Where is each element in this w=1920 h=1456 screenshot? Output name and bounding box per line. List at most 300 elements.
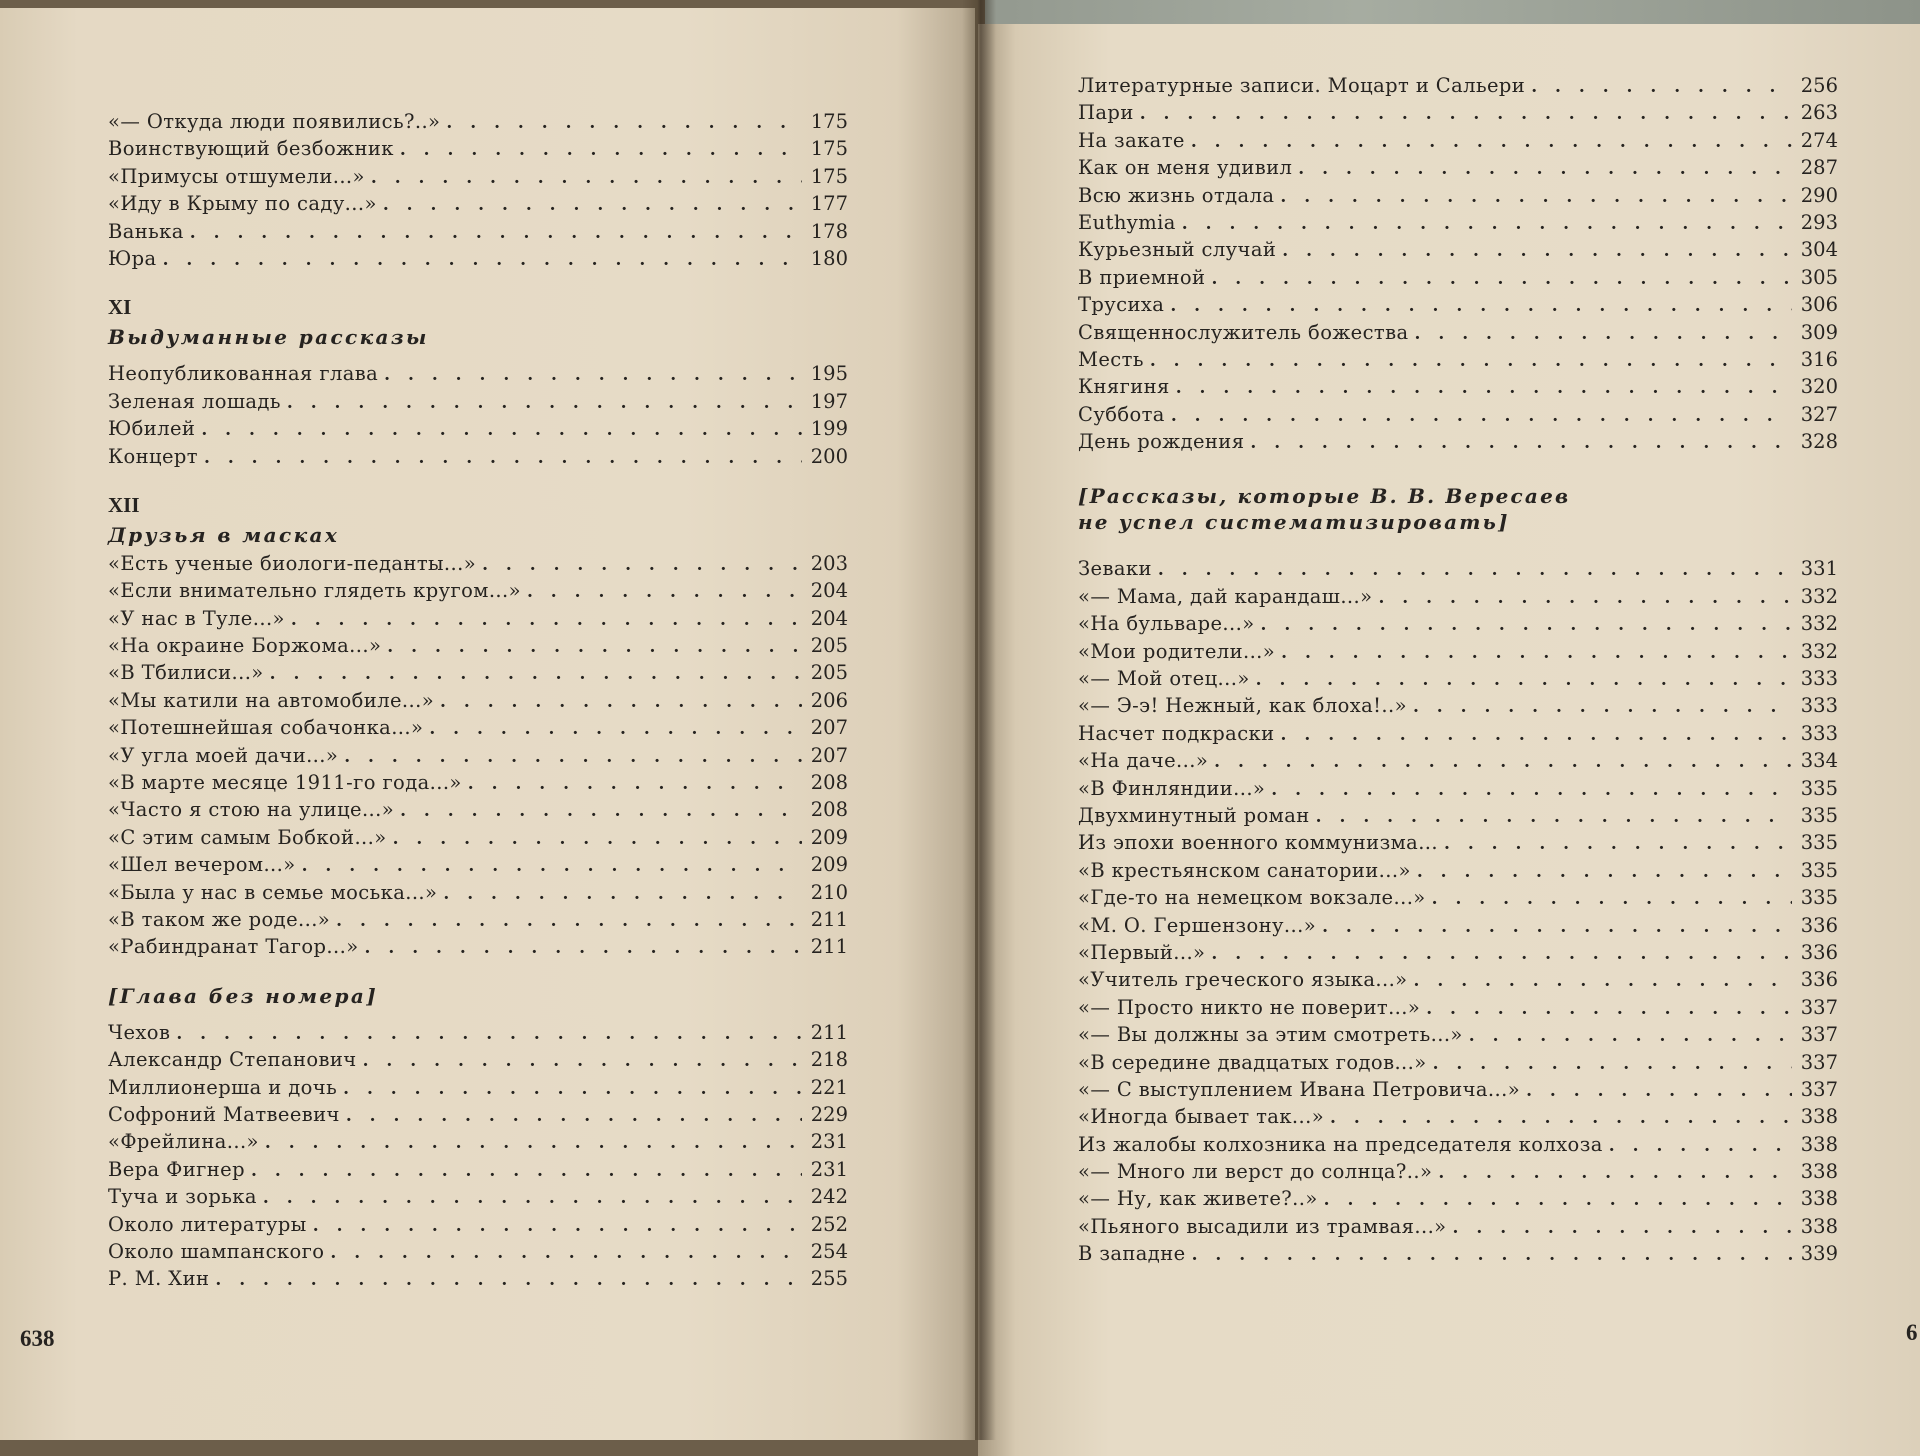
entry-page-number: 338 <box>1800 1132 1838 1156</box>
toc-entry <box>108 1156 848 1183</box>
entry-title: Зеваки <box>1078 557 1152 581</box>
toc-entry <box>108 1211 848 1238</box>
dot-leader <box>1261 612 1792 639</box>
toc-entry <box>1078 665 1838 692</box>
dot-leader <box>1158 557 1792 584</box>
entry-page-number: 175 <box>810 164 848 188</box>
book-spine-gutter <box>962 0 996 1440</box>
dot-leader <box>1316 804 1792 831</box>
entry-title: «С этим самым Бобкой...» <box>108 825 387 849</box>
toc-entry <box>1078 939 1838 966</box>
entry-page-number: 203 <box>810 551 848 575</box>
toc-entry <box>1078 747 1838 774</box>
entry-page-number: 332 <box>1800 639 1838 663</box>
entry-page-number: 332 <box>1800 612 1838 636</box>
toc-entry <box>1078 319 1838 346</box>
dot-leader <box>446 110 802 137</box>
toc-entry <box>108 1019 848 1046</box>
toc-entry <box>108 714 848 741</box>
entry-title: «Есть ученые биологи-педанты...» <box>108 551 477 575</box>
toc-entry <box>108 190 848 217</box>
entry-page-number: 231 <box>810 1130 848 1154</box>
toc-entry <box>1078 1103 1838 1130</box>
toc-entry <box>108 933 848 960</box>
entry-title: Священнослужитель божества <box>1078 320 1409 344</box>
toc-entry <box>108 1265 848 1292</box>
entry-title: Как он меня удивил <box>1078 156 1293 180</box>
entry-page-number: 335 <box>1800 831 1838 855</box>
entry-title: «— Ну, как живете?..» <box>1078 1187 1318 1211</box>
entry-page-number: 263 <box>1800 101 1838 125</box>
dot-leader <box>482 552 802 579</box>
dot-leader <box>291 607 802 634</box>
toc-entry <box>1078 1185 1838 1212</box>
entry-page-number: 195 <box>810 362 848 386</box>
dot-leader <box>371 165 802 192</box>
entry-title: Софроний Матвеевич <box>108 1102 340 1126</box>
page-number: 638 <box>20 1326 55 1351</box>
entry-page-number: 335 <box>1800 886 1838 910</box>
entry-title: «На бульваре...» <box>1078 612 1255 636</box>
dot-leader <box>400 798 802 825</box>
entry-page-number: 204 <box>810 579 848 603</box>
toc-entry <box>1078 236 1838 263</box>
entry-page-number: 309 <box>1800 320 1838 344</box>
dot-leader <box>201 417 802 444</box>
entry-page-number: 211 <box>810 1020 848 1044</box>
toc-entry <box>1078 182 1838 209</box>
entry-page-number: 211 <box>810 907 848 931</box>
dot-leader <box>1426 996 1792 1023</box>
entry-title: «Рабиндранат Тагор...» <box>108 935 359 959</box>
dot-leader <box>270 661 802 688</box>
toc-entry <box>1078 829 1838 856</box>
entry-title: В западне <box>1078 1242 1186 1266</box>
dot-leader <box>1531 74 1792 101</box>
toc-entry <box>108 906 848 933</box>
toc-entry <box>108 550 848 577</box>
entry-page-number: 205 <box>810 634 848 658</box>
entry-title: Концерт <box>108 444 198 468</box>
left-page <box>0 8 975 1440</box>
toc-entry <box>108 851 848 878</box>
entry-title: «Шел вечером...» <box>108 853 296 877</box>
dot-leader <box>1444 831 1792 858</box>
toc-entry <box>1078 857 1838 884</box>
dot-leader <box>313 1213 802 1240</box>
toc-entry <box>1078 610 1838 637</box>
toc-entry <box>1078 638 1838 665</box>
entry-page-number: 207 <box>810 743 848 767</box>
dot-leader <box>363 1048 802 1075</box>
dot-leader <box>1211 941 1792 968</box>
toc-entry <box>1078 1076 1838 1103</box>
entry-title: Р. М. Хин <box>108 1267 210 1291</box>
toc-entry <box>108 135 848 162</box>
entry-title: Трусиха <box>1078 293 1165 317</box>
dot-leader <box>468 771 802 798</box>
toc-group <box>108 1019 848 1293</box>
entry-title: «— Много ли верст до солнца?..» <box>1078 1160 1433 1184</box>
entry-page-number: 178 <box>810 219 848 243</box>
dot-leader <box>1417 859 1792 886</box>
toc-entry <box>108 796 848 823</box>
entry-page-number: 337 <box>1800 1077 1838 1101</box>
toc-entry <box>1078 884 1838 911</box>
entry-page-number: 337 <box>1800 995 1838 1019</box>
entry-title: «— С выступлением Ивана Петровича...» <box>1078 1077 1521 1101</box>
section-number: XI <box>108 295 132 320</box>
dot-leader <box>336 908 802 935</box>
entry-title: Около литературы <box>108 1212 307 1236</box>
toc-entry <box>108 577 848 604</box>
section-title: Друзья в масках <box>108 522 340 547</box>
entry-page-number: 335 <box>1800 858 1838 882</box>
entry-page-number: 338 <box>1800 1105 1838 1129</box>
entry-page-number: 197 <box>810 389 848 413</box>
dot-leader <box>1176 375 1792 402</box>
toc-entry <box>1078 802 1838 829</box>
entry-page-number: 336 <box>1800 940 1838 964</box>
entry-page-number: 208 <box>810 771 848 795</box>
dot-leader <box>1140 101 1792 128</box>
entry-title: Миллионерша и дочь <box>108 1075 338 1099</box>
entry-page-number: 304 <box>1800 238 1838 262</box>
toc-entry <box>1078 555 1838 582</box>
toc-entry <box>108 742 848 769</box>
toc-entry <box>1078 583 1838 610</box>
entry-page-number: 255 <box>810 1267 848 1291</box>
entry-title: «— Просто никто не поверит...» <box>1078 995 1421 1019</box>
entry-title: «— Вы должны за этим смотреть...» <box>1078 1023 1463 1047</box>
entry-title: Княгиня <box>1078 375 1170 399</box>
toc-entry <box>108 632 848 659</box>
entry-page-number: 338 <box>1800 1214 1838 1238</box>
toc-entry <box>108 687 848 714</box>
dot-leader <box>387 634 802 661</box>
toc-entry <box>108 163 848 190</box>
toc-entry <box>108 1238 848 1265</box>
entry-page-number: 252 <box>810 1212 848 1236</box>
entry-page-number: 333 <box>1800 694 1838 718</box>
entry-page-number: 206 <box>810 688 848 712</box>
toc-entry <box>1078 264 1838 291</box>
entry-title: «В середине двадцатых годов...» <box>1078 1050 1427 1074</box>
entry-page-number: 175 <box>810 110 848 133</box>
entry-title: «В таком же роде...» <box>108 907 331 931</box>
toc-entry <box>1078 1240 1838 1267</box>
entry-page-number: 205 <box>810 661 848 685</box>
toc-entry <box>108 108 848 135</box>
dot-leader <box>163 247 802 274</box>
toc-entry <box>108 360 848 387</box>
dot-leader <box>302 853 802 880</box>
entry-title: Пари <box>1078 101 1134 125</box>
toc-group <box>108 108 848 272</box>
entry-page-number: 210 <box>810 880 848 904</box>
entry-page-number: 327 <box>1800 402 1838 426</box>
entry-title: Курьезный случай <box>1078 238 1277 262</box>
entry-page-number: 199 <box>810 417 848 441</box>
entry-page-number: 305 <box>1800 265 1838 289</box>
toc-entry <box>1078 127 1838 154</box>
entry-title: «На даче...» <box>1078 749 1209 773</box>
entry-page-number: 208 <box>810 798 848 822</box>
toc-entry <box>1078 346 1838 373</box>
toc-entry <box>1078 994 1838 1021</box>
entry-page-number: 328 <box>1800 430 1838 454</box>
dot-leader <box>287 390 802 417</box>
dot-leader <box>1415 321 1792 348</box>
toc-group <box>108 550 848 961</box>
dot-leader <box>343 1076 802 1103</box>
toc-entry <box>1078 291 1838 318</box>
toc-entry <box>1078 692 1838 719</box>
dot-leader <box>1256 667 1792 694</box>
entry-title: «Пьяного высадили из трамвая...» <box>1078 1214 1447 1238</box>
entry-page-number: 336 <box>1800 913 1838 937</box>
dot-leader <box>1182 211 1792 238</box>
entry-title: «Была у нас в семье моська...» <box>108 880 438 904</box>
dot-leader <box>1324 1187 1792 1214</box>
right-toc-column <box>1078 72 1838 1268</box>
entry-title: На закате <box>1078 128 1185 152</box>
dot-leader <box>1453 1215 1792 1242</box>
entry-page-number: 218 <box>810 1048 848 1072</box>
dot-leader <box>527 579 802 606</box>
toc-entry <box>108 1101 848 1128</box>
left-toc-column <box>108 108 848 1293</box>
entry-title: «В Финляндии...» <box>1078 776 1266 800</box>
entry-page-number: 339 <box>1800 1242 1838 1266</box>
toc-entry <box>1078 1158 1838 1185</box>
entry-title: «В марте месяце 1911-го года...» <box>108 771 462 795</box>
entry-title: «На окраине Боржома...» <box>108 634 382 658</box>
entry-title: Чехов <box>108 1020 171 1044</box>
dot-leader <box>1271 777 1792 804</box>
dot-leader <box>1298 156 1792 183</box>
entry-page-number: 293 <box>1800 210 1838 234</box>
toc-entry <box>108 1183 848 1210</box>
toc-entry <box>1078 373 1838 400</box>
entry-page-number: 338 <box>1800 1160 1838 1184</box>
dot-leader <box>365 935 802 962</box>
entry-page-number: 337 <box>1800 1023 1838 1047</box>
toc-entry <box>108 388 848 415</box>
toc-entry <box>1078 912 1838 939</box>
toc-entry <box>108 824 848 851</box>
entry-title: «Если внимательно глядеть кругом...» <box>108 579 521 603</box>
dot-leader <box>383 192 802 219</box>
dot-leader <box>330 1240 802 1267</box>
entry-title: «У угла моей дачи...» <box>108 743 339 767</box>
entry-title: «— Мама, дай карандаш...» <box>1078 584 1373 608</box>
entry-page-number: 207 <box>810 716 848 740</box>
entry-title: «Учитель греческого языка...» <box>1078 968 1408 992</box>
dot-leader <box>1432 886 1792 913</box>
entry-page-number: 256 <box>1800 74 1838 97</box>
entry-title: «Мои родители...» <box>1078 639 1276 663</box>
entry-title: «Иногда бывает так...» <box>1078 1105 1325 1129</box>
dot-leader <box>1150 348 1792 375</box>
toc-entry <box>1078 1131 1838 1158</box>
entry-page-number: 287 <box>1800 156 1838 180</box>
entry-title: «В Тбилиси...» <box>108 661 264 685</box>
entry-page-number: 333 <box>1800 667 1838 691</box>
entry-title: Двухминутный роман <box>1078 803 1310 827</box>
toc-entry <box>1078 209 1838 236</box>
entry-title: Суббота <box>1078 402 1165 426</box>
entry-title: Вера Фигнер <box>108 1157 245 1181</box>
section-title-line2: не успел систематизировать] <box>1078 510 1510 535</box>
dot-leader <box>1170 293 1792 320</box>
dot-leader <box>176 1021 802 1048</box>
entry-page-number: 200 <box>810 444 848 468</box>
toc-entry <box>1078 1049 1838 1076</box>
section-title: Выдуманные рассказы <box>108 325 429 350</box>
dot-leader <box>1211 266 1792 293</box>
toc-entry <box>1078 428 1838 455</box>
toc-entry <box>1078 72 1838 99</box>
toc-entry <box>1078 775 1838 802</box>
entry-page-number: 338 <box>1800 1187 1838 1211</box>
entry-page-number: 204 <box>810 606 848 630</box>
entry-title: Юра <box>108 246 157 270</box>
dot-leader <box>204 445 802 472</box>
entry-page-number: 209 <box>810 853 848 877</box>
entry-page-number: 274 <box>1800 128 1838 152</box>
dot-leader <box>443 881 802 908</box>
dot-leader <box>1282 238 1792 265</box>
toc-entry <box>1078 720 1838 747</box>
entry-title: Euthymia <box>1078 210 1176 234</box>
dot-leader <box>263 1185 802 1212</box>
toc-entry <box>1078 99 1838 126</box>
entry-title: Насчет подкраски <box>1078 721 1275 745</box>
entry-title: Неопубликованная глава <box>108 362 379 386</box>
toc-group <box>1078 555 1838 1267</box>
entry-page-number: 290 <box>1800 183 1838 207</box>
entry-title: Зеленая лошадь <box>108 389 281 413</box>
entry-title: Всю жизнь отдала <box>1078 183 1275 207</box>
dot-leader <box>1438 1160 1792 1187</box>
dot-leader <box>1281 640 1792 667</box>
entry-title: «Фрейлина...» <box>108 1130 259 1154</box>
entry-page-number: 335 <box>1800 803 1838 827</box>
entry-title: Из эпохи военного коммунизма... <box>1078 831 1438 855</box>
section-number: XII <box>108 492 140 517</box>
entry-page-number: 331 <box>1800 557 1838 581</box>
dot-leader <box>346 1103 802 1130</box>
entry-title: Месть <box>1078 347 1144 371</box>
entry-page-number: 306 <box>1800 293 1838 317</box>
toc-entry <box>108 879 848 906</box>
entry-title: «Иду в Крыму по саду...» <box>108 192 377 216</box>
dot-leader <box>265 1130 802 1157</box>
toc-entry <box>108 605 848 632</box>
entry-page-number: 254 <box>810 1239 848 1263</box>
entry-page-number: 333 <box>1800 721 1838 745</box>
dot-leader <box>1214 749 1792 776</box>
toc-entry <box>108 769 848 796</box>
entry-page-number: 337 <box>1800 1050 1838 1074</box>
toc-entry <box>1078 1021 1838 1048</box>
entry-page-number: 242 <box>810 1185 848 1209</box>
dot-leader <box>215 1267 802 1294</box>
dot-leader <box>344 744 802 771</box>
dot-leader <box>1191 129 1792 156</box>
entry-title: В приемной <box>1078 265 1206 289</box>
entry-title: «В крестьянском санатории...» <box>1078 858 1411 882</box>
entry-title: «— Э-э! Нежный, как блоха!..» <box>1078 694 1407 718</box>
toc-entry <box>1078 1213 1838 1240</box>
dot-leader <box>1414 968 1792 995</box>
toc-entry <box>108 415 848 442</box>
entry-title: Юбилей <box>108 417 196 441</box>
right-page <box>978 24 1920 1456</box>
entry-title: «У нас в Туле...» <box>108 606 285 630</box>
toc-entry <box>108 1074 848 1101</box>
dot-leader <box>1609 1133 1792 1160</box>
entry-title: «Примусы отшумели...» <box>108 164 365 188</box>
entry-page-number: 332 <box>1800 584 1838 608</box>
dot-leader <box>1322 914 1792 941</box>
entry-title: «Мы катили на автомобиле...» <box>108 688 435 712</box>
toc-entry <box>1078 401 1838 428</box>
toc-entry <box>108 659 848 686</box>
section-title: [Глава без номера] <box>108 983 379 1008</box>
entry-page-number: 180 <box>810 246 848 270</box>
dot-leader <box>400 137 802 164</box>
section-title-line1: [Рассказы, которые В. В. Вересаев <box>1078 484 1571 509</box>
dot-leader <box>1378 585 1792 612</box>
entry-page-number: 336 <box>1800 968 1838 992</box>
entry-title: «Потешнейшая собачонка...» <box>108 716 424 740</box>
dot-leader <box>393 826 802 853</box>
entry-title: Туча и зорька <box>108 1185 257 1209</box>
dot-leader <box>440 689 802 716</box>
entry-page-number: 177 <box>810 192 848 216</box>
entry-title: «— Мой отец...» <box>1078 667 1250 691</box>
dot-leader <box>1171 403 1792 430</box>
dot-leader <box>1281 722 1792 749</box>
entry-page-number: 231 <box>810 1157 848 1181</box>
entry-title: Александр Степанович <box>108 1048 357 1072</box>
entry-title: «Где-то на немецком вокзале...» <box>1078 886 1426 910</box>
dot-leader <box>251 1158 802 1185</box>
entry-title: Ванька <box>108 219 184 243</box>
dot-leader <box>1250 430 1792 457</box>
toc-group <box>108 360 848 470</box>
entry-page-number: 175 <box>810 137 848 161</box>
dot-leader <box>1433 1051 1792 1078</box>
toc-entry <box>1078 154 1838 181</box>
dot-leader <box>384 362 802 389</box>
entry-title: Из жалобы колхозника на председателя колхоза <box>1078 1132 1603 1156</box>
toc-entry <box>108 218 848 245</box>
dot-leader <box>1469 1023 1792 1050</box>
toc-entry <box>108 1128 848 1155</box>
entry-title: Литературные записи. Моцарт и Сальери <box>1078 74 1526 97</box>
entry-page-number: 334 <box>1800 749 1838 773</box>
entry-page-number: 335 <box>1800 776 1838 800</box>
dot-leader <box>429 716 802 743</box>
dot-leader <box>190 220 802 247</box>
entry-page-number: 209 <box>810 825 848 849</box>
entry-title: «— Откуда люди появились?..» <box>108 110 441 133</box>
entry-page-number: 229 <box>810 1102 848 1126</box>
entry-page-number: 320 <box>1800 375 1838 399</box>
